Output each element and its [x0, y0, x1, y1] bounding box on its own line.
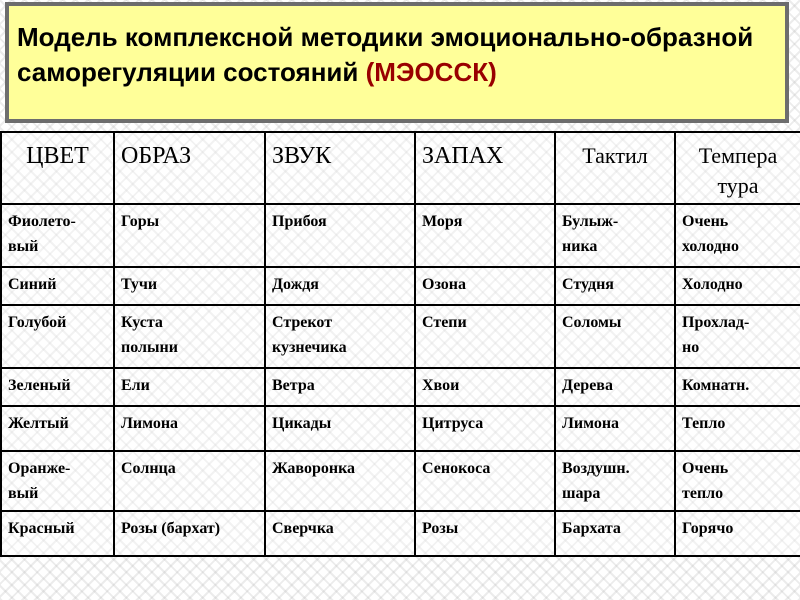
- cell-sound: Цикады: [265, 406, 415, 451]
- cell-image: Куста полыни: [114, 305, 265, 368]
- cell-image: Лимона: [114, 406, 265, 451]
- cell-temperature: Очень тепло: [675, 451, 800, 511]
- cell-tactile: Лимона: [555, 406, 675, 451]
- cell-temperature: Горячо: [675, 511, 800, 556]
- cell-tactile: Дерева: [555, 368, 675, 406]
- cell-tactile: Студня: [555, 267, 675, 305]
- title-text: Модель комплексной методики эмоционально-образной саморегуляции состояний: [17, 22, 754, 87]
- cell-color: Голубой: [1, 305, 114, 368]
- header-tactile: Тактил: [555, 132, 675, 204]
- table-row: [1, 267, 800, 305]
- cell-color: Синий: [1, 267, 114, 305]
- cell-tactile: Булыж- ника: [555, 204, 675, 267]
- slide-title: [5, 2, 789, 123]
- cell-image: Ели: [114, 368, 265, 406]
- cell-color: Фиолето- вый: [1, 204, 114, 267]
- header-temperature: Темпера тура: [675, 132, 800, 204]
- header-smell: ЗАПАХ: [415, 132, 555, 204]
- cell-color: Зеленый: [1, 368, 114, 406]
- cell-temperature: Тепло: [675, 406, 800, 451]
- cell-sound: Прибоя: [265, 204, 415, 267]
- cell-smell: Озона: [415, 267, 555, 305]
- cell-smell: Цитруса: [415, 406, 555, 451]
- cell-image: Солнца: [114, 451, 265, 511]
- cell-sound: Жаворонка: [265, 451, 415, 511]
- cell-smell: Моря: [415, 204, 555, 267]
- table-row: [1, 368, 800, 406]
- cell-smell: Розы: [415, 511, 555, 556]
- table-row: [1, 305, 800, 368]
- cell-image: Тучи: [114, 267, 265, 305]
- table-row: [1, 204, 800, 267]
- header-color: ЦВЕТ: [1, 132, 114, 204]
- cell-smell: Хвои: [415, 368, 555, 406]
- cell-image: Розы (бархат): [114, 511, 265, 556]
- cell-color: Оранже- вый: [1, 451, 114, 511]
- header-row: [1, 132, 800, 204]
- cell-sound: Стрекот кузнечика: [265, 305, 415, 368]
- cell-color: Красный: [1, 511, 114, 556]
- table-row: [1, 511, 800, 556]
- header-image: ОБРАЗ: [114, 132, 265, 204]
- cell-sound: Сверчка: [265, 511, 415, 556]
- cell-smell: Степи: [415, 305, 555, 368]
- cell-tactile: Воздушн. шара: [555, 451, 675, 511]
- cell-temperature: Холодно: [675, 267, 800, 305]
- cell-temperature: Очень холодно: [675, 204, 800, 267]
- header-sound: ЗВУК: [265, 132, 415, 204]
- cell-tactile: Соломы: [555, 305, 675, 368]
- cell-color: Желтый: [1, 406, 114, 451]
- title-acronym: (МЭОССК): [365, 57, 497, 87]
- cell-sound: Дождя: [265, 267, 415, 305]
- cell-image: Горы: [114, 204, 265, 267]
- cell-sound: Ветра: [265, 368, 415, 406]
- cell-temperature: Прохлад- но: [675, 305, 800, 368]
- cell-smell: Сенокоса: [415, 451, 555, 511]
- table-row: [1, 406, 800, 451]
- cell-tactile: Бархата: [555, 511, 675, 556]
- sensory-model-table: [0, 131, 800, 557]
- table-row: [1, 451, 800, 511]
- cell-temperature: Комнатн.: [675, 368, 800, 406]
